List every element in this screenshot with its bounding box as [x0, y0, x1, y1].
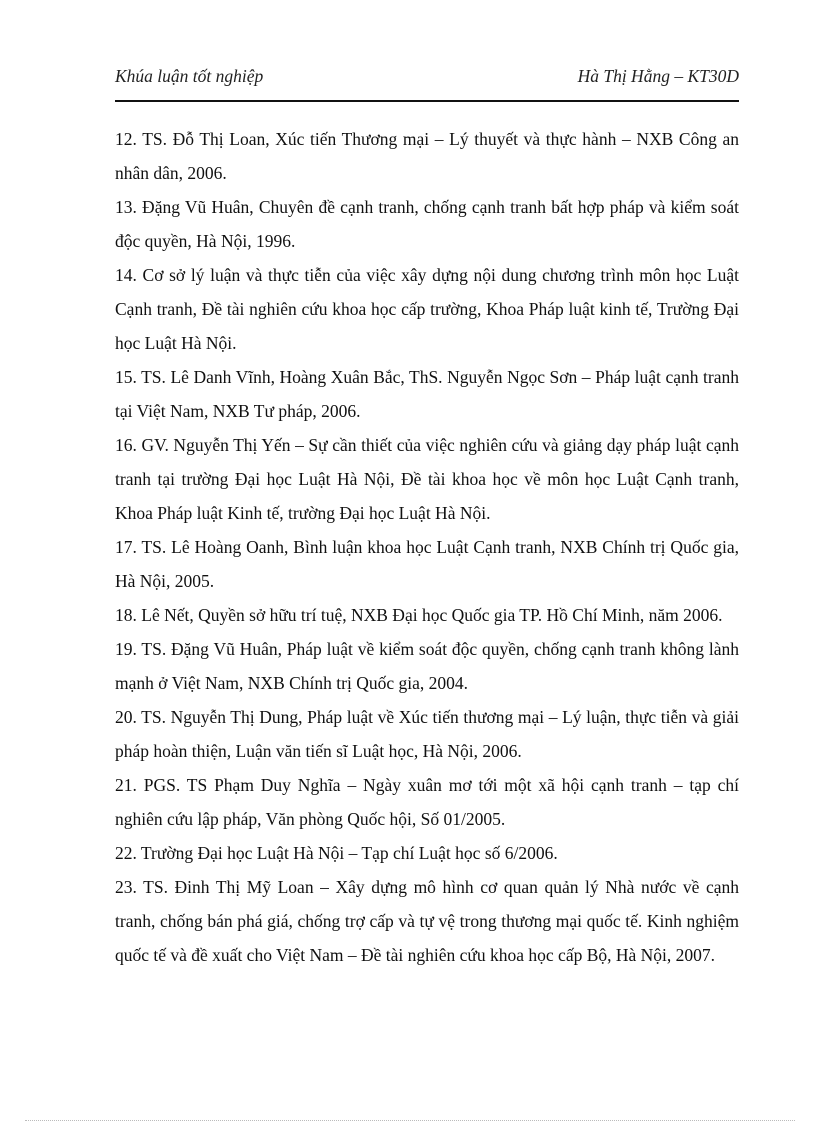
- reference-item: 19. TS. Đặng Vũ Huân, Pháp luật về kiểm soát độc quyền, chống cạnh tranh không lành mạnh ở Việt Nam, NXB Chính trị Quốc gia, 2004.: [115, 639, 739, 693]
- reference-item: 15. TS. Lê Danh Vĩnh, Hoàng Xuân Bắc, ThS. Nguyễn Ngọc Sơn – Pháp luật cạnh tranh tại Việt Nam, NXB Tư pháp, 2006.: [115, 367, 739, 421]
- reference-item: 20. TS. Nguyễn Thị Dung, Pháp luật về Xúc tiến thương mại – Lý luận, thực tiễn và giải pháp hoàn thiện, Luận văn tiến sĩ Luật học, Hà Nội, 2006.: [115, 707, 739, 761]
- page-bottom-border: [25, 1120, 795, 1121]
- reference-list: [115, 122, 739, 972]
- reference-item: 12. TS. Đỗ Thị Loan, Xúc tiến Thương mại – Lý thuyết và thực hành – NXB Công an nhân dân, 2006.: [115, 129, 739, 183]
- reference-item: 13. Đặng Vũ Huân, Chuyên đề cạnh tranh, chống cạnh tranh bất hợp pháp và kiểm soát độc quyền, Hà Nội, 1996.: [115, 197, 739, 251]
- reference-item: 23. TS. Đinh Thị Mỹ Loan – Xây dựng mô hình cơ quan quản lý Nhà nước về cạnh tranh, chống bán phá giá, chống trợ cấp và tự vệ trong thương mại quốc tế. Kinh nghiệm quốc tế và đề xuất cho Việt Nam – Đề tài nghiên cứu khoa học cấp Bộ, Hà Nội, 2007.: [115, 877, 739, 965]
- page-header: [115, 66, 739, 90]
- reference-item: 14. Cơ sở lý luận và thực tiễn của việc xây dựng nội dung chương trình môn học Luật Cạnh tranh, Đề tài nghiên cứu khoa học cấp trường, Khoa Pháp luật kinh tế, Trường Đại học Luật Hà Nội.: [115, 265, 739, 353]
- header-thesis-title: Khúa luận tốt nghiệp: [115, 66, 264, 86]
- reference-item: 16. GV. Nguyễn Thị Yến – Sự cần thiết của việc nghiên cứu và giảng dạy pháp luật cạnh tranh tại trường Đại học Luật Hà Nội, Đề tài khoa học về môn học Luật Cạnh tranh, Khoa Pháp luật Kinh tế, trường Đại học Luật Hà Nội.: [115, 435, 739, 523]
- reference-item: 17. TS. Lê Hoàng Oanh, Bình luận khoa học Luật Cạnh tranh, NXB Chính trị Quốc gia, Hà Nội, 2005.: [115, 537, 739, 591]
- reference-item: 18. Lê Nết, Quyền sở hữu trí tuệ, NXB Đại học Quốc gia TP. Hồ Chí Minh, năm 2006.: [115, 605, 723, 625]
- reference-item: 21. PGS. TS Phạm Duy Nghĩa – Ngày xuân mơ tới một xã hội cạnh tranh – tạp chí nghiên cứu lập pháp, Văn phòng Quốc hội, Số 01/2005.: [115, 775, 739, 829]
- header-divider: [115, 100, 739, 102]
- reference-item: 22. Trường Đại học Luật Hà Nội – Tạp chí Luật học số 6/2006.: [115, 843, 558, 863]
- header-author: Hà Thị Hằng – KT30D: [577, 66, 739, 86]
